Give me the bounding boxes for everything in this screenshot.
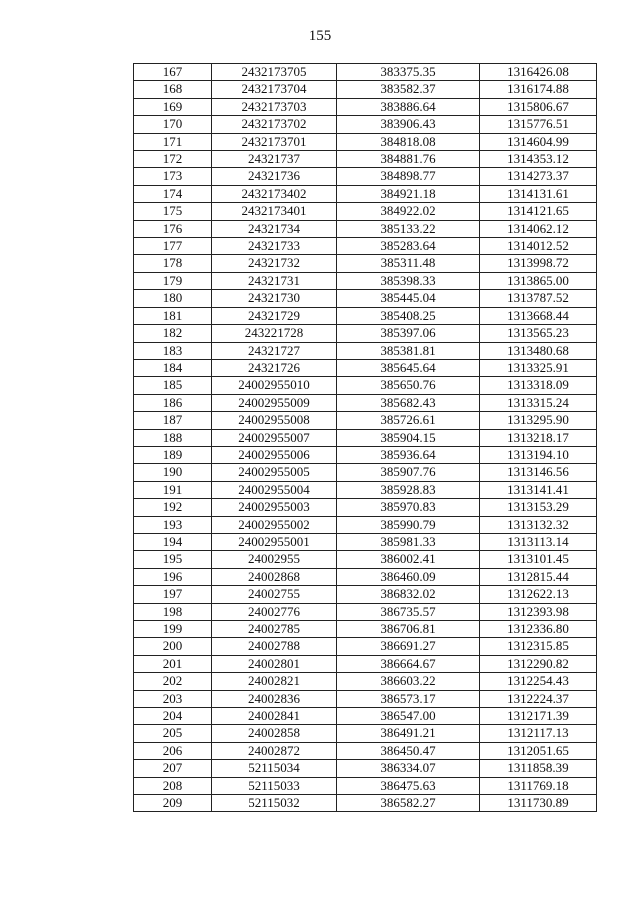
- point-number-cell: 173: [134, 168, 212, 185]
- point-code-cell: 24002836: [212, 690, 337, 707]
- point-number-cell: 167: [134, 64, 212, 81]
- point-number-cell: 172: [134, 151, 212, 168]
- point-number-cell: 196: [134, 568, 212, 585]
- x-coordinate-cell: 385311.48: [337, 255, 480, 272]
- coordinates-table: [133, 63, 597, 812]
- point-number-cell: 193: [134, 516, 212, 533]
- x-coordinate-cell: 386664.67: [337, 655, 480, 672]
- point-code-cell: 24002868: [212, 568, 337, 585]
- table-row: [134, 568, 597, 585]
- x-coordinate-cell: 386832.02: [337, 586, 480, 603]
- point-number-cell: 187: [134, 412, 212, 429]
- point-number-cell: 207: [134, 760, 212, 777]
- table-row: [134, 272, 597, 289]
- x-coordinate-cell: 386582.27: [337, 795, 480, 812]
- y-coordinate-cell: 1315806.67: [480, 98, 597, 115]
- point-code-cell: 24002955004: [212, 481, 337, 498]
- point-code-cell: 24002801: [212, 655, 337, 672]
- table-row: [134, 481, 597, 498]
- point-code-cell: 24002955009: [212, 394, 337, 411]
- point-number-cell: 197: [134, 586, 212, 603]
- y-coordinate-cell: 1313146.56: [480, 464, 597, 481]
- point-code-cell: 24002955003: [212, 499, 337, 516]
- y-coordinate-cell: 1311730.89: [480, 795, 597, 812]
- y-coordinate-cell: 1314012.52: [480, 238, 597, 255]
- table-row: [134, 394, 597, 411]
- y-coordinate-cell: 1312254.43: [480, 673, 597, 690]
- table-row: [134, 499, 597, 516]
- x-coordinate-cell: 385936.64: [337, 446, 480, 463]
- table-row: [134, 203, 597, 220]
- point-code-cell: 24002955008: [212, 412, 337, 429]
- point-number-cell: 194: [134, 533, 212, 550]
- x-coordinate-cell: 385904.15: [337, 429, 480, 446]
- point-number-cell: 169: [134, 98, 212, 115]
- point-code-cell: 24002955010: [212, 377, 337, 394]
- point-number-cell: 205: [134, 725, 212, 742]
- x-coordinate-cell: 385990.79: [337, 516, 480, 533]
- y-coordinate-cell: 1313318.09: [480, 377, 597, 394]
- point-number-cell: 182: [134, 325, 212, 342]
- point-code-cell: 24002821: [212, 673, 337, 690]
- point-code-cell: 24321732: [212, 255, 337, 272]
- y-coordinate-cell: 1312051.65: [480, 742, 597, 759]
- x-coordinate-cell: 386475.63: [337, 777, 480, 794]
- point-number-cell: 177: [134, 238, 212, 255]
- table-row: [134, 151, 597, 168]
- point-code-cell: 24002872: [212, 742, 337, 759]
- point-code-cell: 24002755: [212, 586, 337, 603]
- table-row: [134, 446, 597, 463]
- point-number-cell: 203: [134, 690, 212, 707]
- point-number-cell: 199: [134, 621, 212, 638]
- x-coordinate-cell: 385907.76: [337, 464, 480, 481]
- table-row: [134, 464, 597, 481]
- point-code-cell: 24002955007: [212, 429, 337, 446]
- point-code-cell: 24002841: [212, 708, 337, 725]
- y-coordinate-cell: 1313153.29: [480, 499, 597, 516]
- point-number-cell: 184: [134, 359, 212, 376]
- point-code-cell: 24321731: [212, 272, 337, 289]
- point-code-cell: 52115032: [212, 795, 337, 812]
- table-row: [134, 586, 597, 603]
- point-number-cell: 198: [134, 603, 212, 620]
- point-number-cell: 189: [134, 446, 212, 463]
- x-coordinate-cell: 383582.37: [337, 81, 480, 98]
- x-coordinate-cell: 384922.02: [337, 203, 480, 220]
- x-coordinate-cell: 386603.22: [337, 673, 480, 690]
- table-row: [134, 760, 597, 777]
- point-code-cell: 2432173704: [212, 81, 337, 98]
- y-coordinate-cell: 1313101.45: [480, 551, 597, 568]
- x-coordinate-cell: 386547.00: [337, 708, 480, 725]
- point-number-cell: 186: [134, 394, 212, 411]
- table-row: [134, 133, 597, 150]
- x-coordinate-cell: 385283.64: [337, 238, 480, 255]
- point-code-cell: 24002785: [212, 621, 337, 638]
- point-code-cell: 24321729: [212, 307, 337, 324]
- point-code-cell: 24002955002: [212, 516, 337, 533]
- point-number-cell: 200: [134, 638, 212, 655]
- y-coordinate-cell: 1313865.00: [480, 272, 597, 289]
- x-coordinate-cell: 386334.07: [337, 760, 480, 777]
- point-code-cell: 24321737: [212, 151, 337, 168]
- table-row: [134, 220, 597, 237]
- x-coordinate-cell: 385398.33: [337, 272, 480, 289]
- point-number-cell: 209: [134, 795, 212, 812]
- x-coordinate-cell: 385408.25: [337, 307, 480, 324]
- table-row: [134, 325, 597, 342]
- table-row: [134, 429, 597, 446]
- point-code-cell: 24321736: [212, 168, 337, 185]
- table-row: [134, 690, 597, 707]
- point-number-cell: 188: [134, 429, 212, 446]
- x-coordinate-cell: 386735.57: [337, 603, 480, 620]
- point-code-cell: 52115034: [212, 760, 337, 777]
- coordinates-table-body: [134, 64, 597, 812]
- point-code-cell: 52115033: [212, 777, 337, 794]
- point-code-cell: 2432173705: [212, 64, 337, 81]
- page-number: 155: [308, 28, 332, 44]
- y-coordinate-cell: 1312622.13: [480, 586, 597, 603]
- y-coordinate-cell: 1312315.85: [480, 638, 597, 655]
- x-coordinate-cell: 384898.77: [337, 168, 480, 185]
- table-row: [134, 551, 597, 568]
- point-code-cell: 24321727: [212, 342, 337, 359]
- x-coordinate-cell: 385381.81: [337, 342, 480, 359]
- y-coordinate-cell: 1312393.98: [480, 603, 597, 620]
- x-coordinate-cell: 386706.81: [337, 621, 480, 638]
- table-row: [134, 516, 597, 533]
- table-row: [134, 255, 597, 272]
- x-coordinate-cell: 385650.76: [337, 377, 480, 394]
- y-coordinate-cell: 1314121.65: [480, 203, 597, 220]
- point-number-cell: 195: [134, 551, 212, 568]
- point-number-cell: 192: [134, 499, 212, 516]
- x-coordinate-cell: 386691.27: [337, 638, 480, 655]
- y-coordinate-cell: 1313315.24: [480, 394, 597, 411]
- point-code-cell: 24002955006: [212, 446, 337, 463]
- table-row: [134, 638, 597, 655]
- table-row: [134, 725, 597, 742]
- point-code-cell: 2432173402: [212, 185, 337, 202]
- point-code-cell: 24321730: [212, 290, 337, 307]
- point-number-cell: 206: [134, 742, 212, 759]
- x-coordinate-cell: 385133.22: [337, 220, 480, 237]
- y-coordinate-cell: 1314604.99: [480, 133, 597, 150]
- x-coordinate-cell: 385645.64: [337, 359, 480, 376]
- point-code-cell: 24002776: [212, 603, 337, 620]
- x-coordinate-cell: 386460.09: [337, 568, 480, 585]
- point-number-cell: 190: [134, 464, 212, 481]
- point-number-cell: 176: [134, 220, 212, 237]
- point-number-cell: 180: [134, 290, 212, 307]
- y-coordinate-cell: 1313325.91: [480, 359, 597, 376]
- table-row: [134, 621, 597, 638]
- y-coordinate-cell: 1313998.72: [480, 255, 597, 272]
- y-coordinate-cell: 1314353.12: [480, 151, 597, 168]
- point-code-cell: 24321733: [212, 238, 337, 255]
- y-coordinate-cell: 1313132.32: [480, 516, 597, 533]
- table-row: [134, 742, 597, 759]
- y-coordinate-cell: 1312815.44: [480, 568, 597, 585]
- point-code-cell: 24321734: [212, 220, 337, 237]
- y-coordinate-cell: 1313218.17: [480, 429, 597, 446]
- x-coordinate-cell: 385928.83: [337, 481, 480, 498]
- table-row: [134, 185, 597, 202]
- table-row: [134, 98, 597, 115]
- x-coordinate-cell: 383375.35: [337, 64, 480, 81]
- point-number-cell: 179: [134, 272, 212, 289]
- table-row: [134, 673, 597, 690]
- point-code-cell: 243221728: [212, 325, 337, 342]
- y-coordinate-cell: 1312290.82: [480, 655, 597, 672]
- point-code-cell: 24002788: [212, 638, 337, 655]
- x-coordinate-cell: 385970.83: [337, 499, 480, 516]
- point-number-cell: 208: [134, 777, 212, 794]
- point-code-cell: 2432173703: [212, 98, 337, 115]
- x-coordinate-cell: 386002.41: [337, 551, 480, 568]
- table-row: [134, 377, 597, 394]
- table-row: [134, 412, 597, 429]
- y-coordinate-cell: 1313194.10: [480, 446, 597, 463]
- table-row: [134, 777, 597, 794]
- y-coordinate-cell: 1312171.39: [480, 708, 597, 725]
- table-row: [134, 342, 597, 359]
- y-coordinate-cell: 1313565.23: [480, 325, 597, 342]
- point-number-cell: 201: [134, 655, 212, 672]
- point-code-cell: 24002955005: [212, 464, 337, 481]
- table-row: [134, 533, 597, 550]
- x-coordinate-cell: 385397.06: [337, 325, 480, 342]
- x-coordinate-cell: 385682.43: [337, 394, 480, 411]
- table-row: [134, 81, 597, 98]
- table-row: [134, 655, 597, 672]
- point-code-cell: 24321726: [212, 359, 337, 376]
- table-row: [134, 238, 597, 255]
- y-coordinate-cell: 1311858.39: [480, 760, 597, 777]
- x-coordinate-cell: 386450.47: [337, 742, 480, 759]
- y-coordinate-cell: 1313787.52: [480, 290, 597, 307]
- x-coordinate-cell: 385445.04: [337, 290, 480, 307]
- y-coordinate-cell: 1316174.88: [480, 81, 597, 98]
- point-number-cell: 171: [134, 133, 212, 150]
- point-number-cell: 178: [134, 255, 212, 272]
- y-coordinate-cell: 1312336.80: [480, 621, 597, 638]
- y-coordinate-cell: 1312117.13: [480, 725, 597, 742]
- point-code-cell: 2432173701: [212, 133, 337, 150]
- y-coordinate-cell: 1313295.90: [480, 412, 597, 429]
- x-coordinate-cell: 383886.64: [337, 98, 480, 115]
- point-number-cell: 174: [134, 185, 212, 202]
- point-code-cell: 2432173401: [212, 203, 337, 220]
- table-row: [134, 307, 597, 324]
- point-code-cell: 24002858: [212, 725, 337, 742]
- point-number-cell: 183: [134, 342, 212, 359]
- point-number-cell: 168: [134, 81, 212, 98]
- x-coordinate-cell: 384818.08: [337, 133, 480, 150]
- y-coordinate-cell: 1313668.44: [480, 307, 597, 324]
- point-number-cell: 175: [134, 203, 212, 220]
- table-row: [134, 116, 597, 133]
- y-coordinate-cell: 1313141.41: [480, 481, 597, 498]
- x-coordinate-cell: 386491.21: [337, 725, 480, 742]
- point-code-cell: 2432173702: [212, 116, 337, 133]
- y-coordinate-cell: 1314062.12: [480, 220, 597, 237]
- y-coordinate-cell: 1313113.14: [480, 533, 597, 550]
- table-row: [134, 290, 597, 307]
- y-coordinate-cell: 1314131.61: [480, 185, 597, 202]
- x-coordinate-cell: 384881.76: [337, 151, 480, 168]
- y-coordinate-cell: 1313480.68: [480, 342, 597, 359]
- point-code-cell: 24002955: [212, 551, 337, 568]
- y-coordinate-cell: 1311769.18: [480, 777, 597, 794]
- point-code-cell: 24002955001: [212, 533, 337, 550]
- y-coordinate-cell: 1314273.37: [480, 168, 597, 185]
- table-row: [134, 603, 597, 620]
- table-row: [134, 64, 597, 81]
- point-number-cell: 170: [134, 116, 212, 133]
- y-coordinate-cell: 1312224.37: [480, 690, 597, 707]
- point-number-cell: 202: [134, 673, 212, 690]
- point-number-cell: 185: [134, 377, 212, 394]
- x-coordinate-cell: 384921.18: [337, 185, 480, 202]
- point-number-cell: 181: [134, 307, 212, 324]
- table-row: [134, 359, 597, 376]
- point-number-cell: 204: [134, 708, 212, 725]
- table-row: [134, 708, 597, 725]
- y-coordinate-cell: 1315776.51: [480, 116, 597, 133]
- y-coordinate-cell: 1316426.08: [480, 64, 597, 81]
- x-coordinate-cell: 385981.33: [337, 533, 480, 550]
- point-number-cell: 191: [134, 481, 212, 498]
- table-row: [134, 795, 597, 812]
- x-coordinate-cell: 386573.17: [337, 690, 480, 707]
- x-coordinate-cell: 383906.43: [337, 116, 480, 133]
- x-coordinate-cell: 385726.61: [337, 412, 480, 429]
- table-row: [134, 168, 597, 185]
